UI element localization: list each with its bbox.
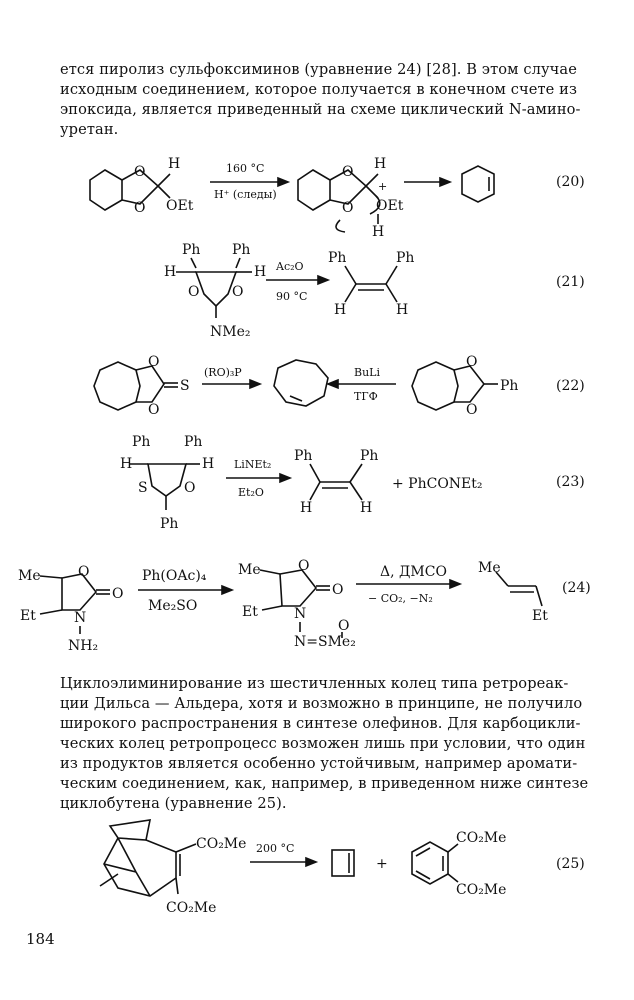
bond-line: [280, 474, 290, 482]
group-ester: CO₂Me: [456, 882, 507, 898]
text-line: циклобутена (уравнение 25).: [60, 795, 287, 812]
group-oet: OEt: [376, 198, 404, 214]
group-nme2: NMe₂: [210, 324, 251, 340]
bond-line: [318, 276, 328, 284]
atom-h: H: [202, 456, 215, 472]
group-et: Et: [532, 608, 548, 624]
group-ph: Ph: [184, 434, 203, 450]
atom-o: O: [466, 354, 478, 370]
bond-line: [158, 174, 170, 186]
bond-line: [328, 380, 338, 388]
atom-h: H: [164, 264, 177, 280]
bond-line: [454, 366, 484, 402]
group-ph: Ph: [294, 448, 313, 464]
cyclohexane-ring: [90, 170, 122, 210]
group-ph: Ph: [500, 378, 519, 394]
atom-o: O: [342, 200, 354, 216]
temp-label: 200 °C: [256, 842, 295, 855]
equation-21: [0, 238, 634, 346]
text-line: исходным соединением, которое получается в конечном счете из: [60, 81, 578, 98]
text-line: широкого распространения в синтезе олефинов. Для карбоцикли-: [60, 715, 581, 732]
atom-h: H: [334, 302, 347, 318]
reagent-label: Δ, ДМСО: [380, 564, 447, 580]
bond-line: [290, 396, 302, 401]
equation-24: [0, 548, 634, 656]
bond-line: [386, 266, 397, 284]
equation-number: (23): [556, 474, 585, 490]
reagent-label: BuLi: [354, 366, 380, 379]
bond-line: [260, 570, 280, 574]
reagent-label: (RO)₃P: [204, 366, 242, 379]
bond-line: [440, 178, 450, 186]
equation-number: (25): [556, 856, 585, 872]
bond-line: [40, 576, 62, 578]
text-line: ческих колец ретропроцесс возможен лишь при условии, что один: [60, 735, 586, 752]
bond-line: [336, 220, 345, 232]
atom-h: H: [396, 302, 409, 318]
equation-number: (21): [556, 274, 585, 290]
bond-line: [236, 258, 240, 268]
atom-o: O: [342, 164, 354, 180]
atom-h: H: [372, 224, 385, 240]
equation-23: [0, 430, 634, 536]
group-ph: Ph: [396, 250, 415, 266]
group-ph: Ph: [328, 250, 347, 266]
bond-line: [345, 266, 356, 284]
text-line: ется пиролиз сульфоксиминов (уравнение 24) [28]. В этом случае: [60, 61, 577, 78]
bicyclic-frame: [110, 820, 150, 840]
bond-line: [280, 570, 316, 606]
atom-s: S: [180, 378, 190, 394]
bond-line: [118, 838, 136, 872]
group-oet: OEt: [166, 198, 194, 214]
page-number: 184: [26, 930, 55, 948]
bond-line: [386, 284, 397, 302]
bond-line: [278, 178, 288, 186]
atom-o: O: [332, 582, 344, 598]
paragraph-intro: [60, 60, 590, 140]
solvent-label: Et₂O: [238, 486, 264, 499]
atom-o: O: [298, 558, 310, 574]
bond-line: [298, 170, 330, 210]
bond-line: [222, 586, 232, 594]
text-line: из продуктов является особенно устойчивым, например аромати-: [60, 755, 578, 772]
text-line: ции Дильса — Альдера, хотя и возможно в принципе, не получило: [60, 695, 583, 712]
atom-o: O: [112, 586, 124, 602]
cyclooctene-ring: [274, 360, 328, 406]
bond-line: [310, 482, 320, 500]
byproduct-label: + PhCONEt₂: [392, 476, 483, 492]
temp-label: 90 °C: [276, 290, 308, 303]
bond-line: [40, 610, 62, 614]
plus-charge: +: [378, 180, 388, 193]
reagent-sub-label: − CO₂, −N₂: [368, 592, 433, 605]
atom-o: O: [188, 284, 200, 300]
bond-line: [366, 174, 378, 186]
bond-line: [176, 844, 196, 852]
atom-o: O: [78, 564, 90, 580]
bond-line: [350, 482, 362, 500]
group-ester: CO₂Me: [166, 900, 217, 916]
bond-line: [450, 580, 460, 588]
equation-22: [0, 350, 634, 422]
group-ph: Ph: [132, 434, 151, 450]
equation-number: (24): [562, 580, 591, 596]
bond-line: [250, 380, 260, 388]
group-me: Me: [478, 560, 501, 576]
bond-line: [191, 258, 196, 268]
text-line: ческим соединением, как, например, в приведенном ниже синтезе: [60, 775, 589, 792]
atom-o: O: [148, 402, 160, 418]
temp-label: 160 °C: [226, 162, 265, 175]
atom-o: O: [338, 618, 350, 634]
equation-number: (20): [556, 174, 585, 190]
text-line: уретан.: [60, 121, 119, 138]
group-me: Me: [18, 568, 41, 584]
bond-line: [306, 858, 316, 866]
bond-line: [196, 272, 236, 306]
atom-o: O: [184, 480, 196, 496]
plus-sign: +: [376, 856, 388, 872]
atom-o: O: [134, 200, 146, 216]
text-line: Циклоэлиминирование из шестичленных колец типа ретрореак-: [60, 675, 569, 692]
bond-line: [148, 464, 186, 496]
atom-h: H: [300, 500, 313, 516]
atom-n: N: [294, 606, 307, 622]
equation-25: [0, 816, 634, 922]
group-ph: Ph: [360, 448, 379, 464]
paragraph-diels-alder: [60, 674, 590, 814]
reagent-label: Ac₂O: [276, 260, 304, 273]
atom-o: O: [232, 284, 244, 300]
bond-line: [448, 874, 458, 882]
group-ph: Ph: [182, 242, 201, 258]
group-ester: CO₂Me: [196, 836, 247, 852]
atom-h: H: [120, 456, 133, 472]
equation-number: (22): [556, 378, 585, 394]
atom-n: N: [74, 610, 87, 626]
bond-line: [412, 362, 458, 410]
atom-s: S: [138, 480, 148, 496]
bond-line: [158, 186, 170, 198]
bond-line: [345, 284, 356, 302]
cyclooctane-ring: [94, 362, 140, 410]
bond-line: [262, 606, 282, 610]
bond-line: [350, 464, 362, 482]
atom-h: H: [374, 156, 387, 172]
bond-line: [536, 586, 542, 606]
group-et: Et: [242, 604, 258, 620]
bond-line: [176, 878, 178, 894]
atom-h: H: [168, 156, 181, 172]
reagent-label: LiNEt₂: [234, 458, 272, 471]
group-me: Me: [238, 562, 261, 578]
atom-h: H: [254, 264, 267, 280]
atom-o: O: [134, 164, 146, 180]
atom-o: O: [466, 402, 478, 418]
group-ph: Ph: [160, 516, 179, 532]
reagent-sub-label: Me₂SO: [148, 598, 198, 614]
bond-line: [496, 572, 508, 586]
group-ph: Ph: [232, 242, 251, 258]
catalyst-label: H⁺ (следы): [214, 188, 277, 201]
group-nh2: NH₂: [68, 638, 99, 654]
reagent-label: Ph(OAc)₄: [142, 568, 207, 584]
equation-20: [0, 140, 634, 240]
text-line: эпоксида, является приведенный на схеме циклический N-амино-: [60, 101, 581, 118]
atom-o: O: [148, 354, 160, 370]
atom-h: H: [360, 500, 373, 516]
group-et: Et: [20, 608, 36, 624]
solvent-label: ТГФ: [354, 390, 378, 403]
group-sulfimine: N=SMe₂: [294, 634, 356, 650]
cyclobutene-ring: [332, 850, 354, 876]
bond-line: [310, 464, 320, 482]
group-ester: CO₂Me: [456, 830, 507, 846]
